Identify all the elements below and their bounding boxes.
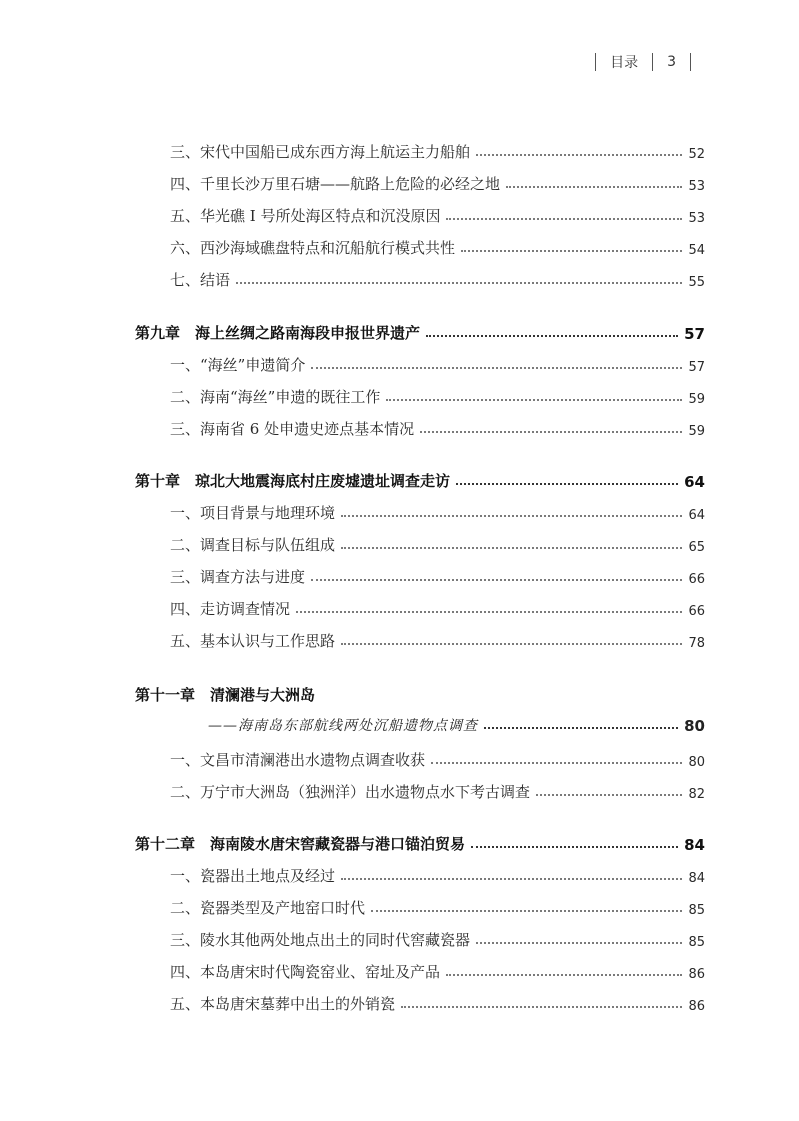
toc-entry-page: 66: [688, 572, 705, 587]
toc-entry-label: 五、华光礁 I 号所处海区特点和沉没原因: [170, 207, 441, 225]
dot-leader: [461, 250, 682, 252]
dot-leader: [456, 483, 678, 485]
toc-entry[interactable]: [0, 865, 799, 886]
header-divider: [690, 53, 691, 71]
toc-entry[interactable]: [0, 929, 799, 950]
toc-entry-page: 80: [688, 755, 705, 770]
toc-entry[interactable]: [0, 502, 799, 523]
header-divider: [652, 53, 653, 71]
toc-entry-page: 59: [688, 424, 705, 439]
toc-entry[interactable]: [0, 269, 799, 290]
dot-leader: [426, 335, 678, 337]
toc-entry-page: 52: [688, 147, 705, 162]
toc-entry[interactable]: [0, 781, 799, 802]
toc-entry[interactable]: [0, 630, 799, 651]
dot-leader: [341, 643, 682, 645]
toc-chapter-page: 57: [684, 325, 705, 343]
toc-entry[interactable]: [0, 598, 799, 619]
toc-entry-label: 一、文昌市清澜港出水遗物点调查收获: [170, 751, 426, 769]
dot-leader: [536, 794, 682, 796]
toc-entry-label: 三、宋代中国船已成东西方海上航运主力船舶: [170, 143, 471, 161]
running-header: [581, 50, 705, 74]
toc-entry[interactable]: [0, 141, 799, 162]
toc-chapter-label: 第九章 海上丝绸之路南海段申报世界遗产: [135, 324, 421, 342]
toc-entry-page: 55: [688, 275, 705, 290]
toc-entry-page: 53: [688, 211, 705, 226]
toc-entry[interactable]: [0, 418, 799, 439]
toc-entry-label: 二、海南“海丝”申遗的既往工作: [170, 388, 381, 406]
toc-chapter-page: 80: [684, 717, 705, 735]
toc-entry-page: 54: [688, 243, 705, 258]
header-section-title: 目录: [610, 55, 639, 71]
dot-leader: [476, 154, 682, 156]
dot-leader: [311, 367, 682, 369]
toc-entry[interactable]: [0, 749, 799, 770]
toc-chapter[interactable]: [0, 322, 799, 343]
toc-entry-page: 57: [688, 360, 705, 375]
dot-leader: [431, 762, 682, 764]
dot-leader: [341, 515, 682, 517]
dot-leader: [484, 727, 678, 729]
toc-entry-label: 五、本岛唐宋墓葬中出土的外销瓷: [170, 995, 396, 1013]
dot-leader: [236, 282, 682, 284]
toc-entry-label: 三、陵水其他两处地点出土的同时代窖藏瓷器: [170, 931, 471, 949]
dot-leader: [386, 399, 682, 401]
toc-entry-page: 66: [688, 604, 705, 619]
toc-entry-label: 四、走访调查情况: [170, 600, 291, 618]
dot-leader: [471, 846, 678, 848]
toc-entry-page: 85: [688, 903, 705, 918]
toc-chapter-label: 第十章 琼北大地震海底村庄废墟遗址调查走访: [135, 472, 451, 490]
toc-entry-label: 六、西沙海域礁盘特点和沉船航行模式共性: [170, 239, 456, 257]
dot-leader: [506, 186, 682, 188]
toc-entry-label: 一、“海丝”申遗简介: [170, 356, 306, 374]
toc-subtitle-label: ——海南岛东部航线两处沉船遗物点调查: [208, 718, 478, 734]
toc-entry[interactable]: [0, 961, 799, 982]
toc-entry-label: 四、本岛唐宋时代陶瓷窑业、窑址及产品: [170, 963, 441, 981]
toc-entry[interactable]: [0, 237, 799, 258]
toc-entry[interactable]: [0, 993, 799, 1014]
toc-chapter[interactable]: [0, 470, 799, 491]
dot-leader: [420, 431, 682, 433]
toc-entry-page: 53: [688, 179, 705, 194]
dot-leader: [401, 1006, 682, 1008]
dot-leader: [446, 218, 682, 220]
toc-entry-label: 五、基本认识与工作思路: [170, 632, 336, 650]
toc-chapter-page: 64: [684, 473, 705, 491]
dot-leader: [296, 611, 682, 613]
dot-leader: [476, 942, 682, 944]
toc-entry[interactable]: [0, 386, 799, 407]
toc-entry-label: 一、项目背景与地理环境: [170, 504, 336, 522]
toc-entry-label: 二、万宁市大洲岛（独洲洋）出水遗物点水下考古调查: [170, 783, 531, 801]
toc-entry-label: 三、海南省 6 处申遗史迹点基本情况: [170, 420, 415, 438]
toc-entry[interactable]: [0, 566, 799, 587]
dot-leader: [371, 910, 682, 912]
toc-entry[interactable]: [0, 173, 799, 194]
toc-entry-page: 82: [688, 787, 705, 802]
dot-leader: [341, 878, 682, 880]
toc-entry-label: 二、瓷器类型及产地窑口时代: [170, 899, 366, 917]
toc-chapter-page: 84: [684, 836, 705, 854]
toc-entry-page: 85: [688, 935, 705, 950]
toc-entry-page: 59: [688, 392, 705, 407]
dot-leader: [341, 547, 682, 549]
toc-entry-page: 65: [688, 540, 705, 555]
toc-chapter[interactable]: [0, 833, 799, 854]
toc-entry-label: 七、结语: [170, 271, 231, 289]
toc-entry[interactable]: [0, 205, 799, 226]
toc-entry-label: 四、千里长沙万里石塘——航路上危险的必经之地: [170, 175, 501, 193]
toc-entry-label: 三、调查方法与进度: [170, 568, 306, 586]
toc-entry-page: 84: [688, 871, 705, 886]
dot-leader: [311, 579, 682, 581]
header-page-number: 3: [667, 54, 676, 70]
dot-leader: [446, 974, 682, 976]
toc-entry-page: 78: [688, 636, 705, 651]
toc-chapter-title[interactable]: 第十一章 清澜港与大洲岛: [135, 686, 316, 704]
toc-chapter-subtitle[interactable]: [0, 715, 799, 735]
toc-entry-page: 86: [688, 967, 705, 982]
toc-entry[interactable]: [0, 534, 799, 555]
toc-chapter-label: 第十二章 海南陵水唐宋窖藏瓷器与港口锚泊贸易: [135, 835, 466, 853]
toc-entry-page: 86: [688, 999, 705, 1014]
header-divider: [595, 53, 596, 71]
toc-entry[interactable]: [0, 897, 799, 918]
toc-entry-label: 二、调查目标与队伍组成: [170, 536, 336, 554]
toc-entry-label: 一、瓷器出土地点及经过: [170, 867, 336, 885]
toc-entry-page: 64: [688, 508, 705, 523]
toc-entry[interactable]: [0, 354, 799, 375]
